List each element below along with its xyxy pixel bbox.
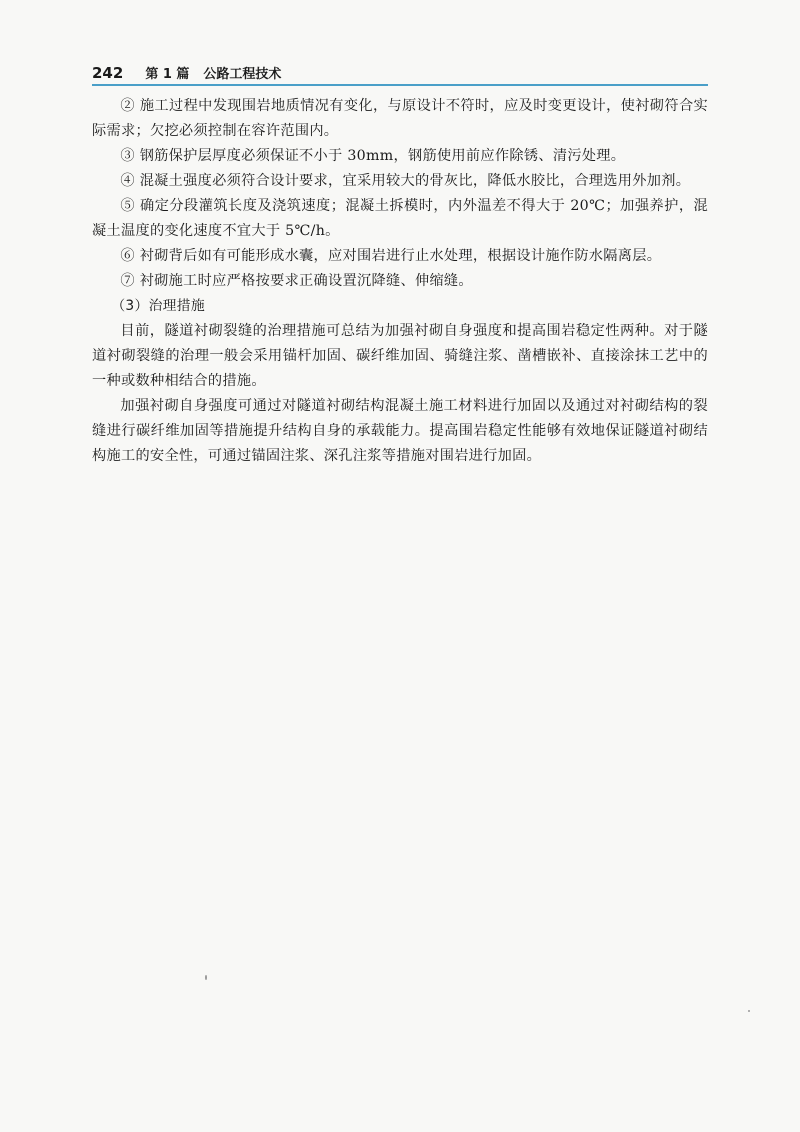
paper-speck	[205, 975, 207, 980]
list-item-3: ③ 钢筋保护层厚度必须保证不小于 30mm，钢筋使用前应作除锈、清污处理。	[120, 148, 626, 164]
list-item-2: ② 施工过程中发现围岩地质情况有变化，与原设计不符时，应及时变更设计，使衬砌符合实际需求；欠挖必须控制在容许范围内。	[92, 98, 708, 139]
section-heading: （3）治理措施	[111, 298, 205, 314]
header-rule	[92, 84, 708, 86]
list-item-6: ⑥ 衬砌背后如有可能形成水囊，应对围岩进行止水处理，根据设计施作防水隔离层。	[120, 248, 662, 264]
part-label: 第 1 篇	[145, 67, 190, 82]
list-item-5: ⑤ 确定分段灌筑长度及浇筑速度；混凝土拆模时，内外温差不得大于 20℃；加强养护，混凝土温度的变化速度不宜大于 5℃/h。	[92, 198, 708, 239]
section-paragraph: 加强衬砌自身强度可通过对隧道衬砌结构混凝土施工材料进行加固以及通过对衬砌结构的裂缝进行碳纤维加固等措施提升结构自身的承载能力。提高围岩稳定性能够有效地保证隧道衬砌结构施工的安全性，可通过锚固注浆、深孔注浆等措施对围岩进行加固。	[92, 398, 708, 464]
paper-speck	[748, 1010, 750, 1012]
part-title: 公路工程技术	[203, 67, 282, 82]
body-text	[92, 94, 708, 469]
page-number: 242	[92, 64, 124, 82]
section-paragraph: 目前，隧道衬砌裂缝的治理措施可总结为加强衬砌自身强度和提高围岩稳定性两种。对于隧道衬砌裂缝的治理一般会采用锚杆加固、碳纤维加固、骑缝注浆、凿槽嵌补、直接涂抹工艺中的一种或数种相结合的措施。	[92, 323, 708, 389]
running-header	[92, 60, 708, 82]
list-item-7: ⑦ 衬砌施工时应严格按要求正确设置沉降缝、伸缩缝。	[120, 273, 473, 289]
list-item-4: ④ 混凝土强度必须符合设计要求，宜采用较大的骨灰比，降低水胶比，合理选用外加剂。	[120, 173, 691, 189]
